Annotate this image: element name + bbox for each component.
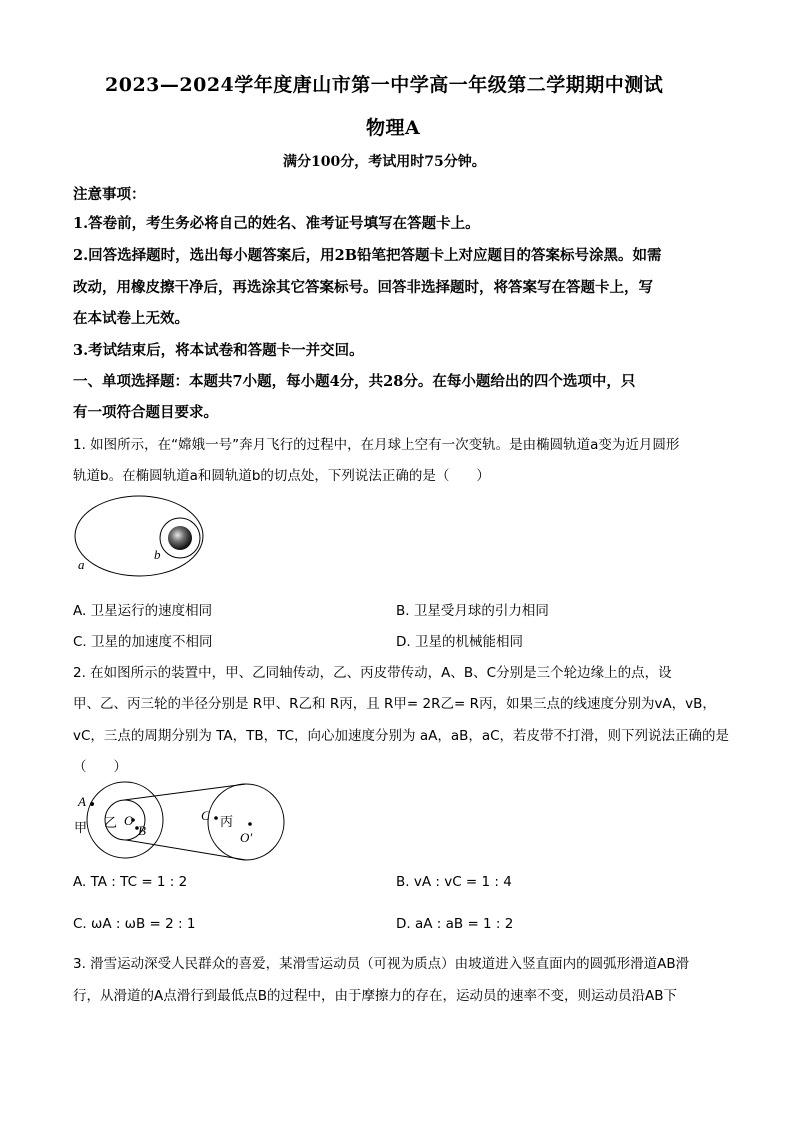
label-O-prime: O′ — [240, 830, 253, 845]
q2-stem-line-3: vC，三点的周期分别为 TA，TB，TC，向心加速度分别为 aA，aB，aC，若皮带不打滑，则下列说法正确的是 — [73, 728, 730, 744]
q2-stem-line-4: （ ） — [73, 759, 127, 775]
q3-stem-line-2: 行，从滑道的A点滑行到最低点B的过程中，由于摩擦力的存在，运动员的速率不变，则运动员沿AB下 — [73, 988, 677, 1004]
score-note: 满分100分，考试用时75分钟。 — [283, 154, 486, 170]
q1-option-d: D. 卫星的机械能相同 — [396, 634, 523, 650]
q3-stem-line-1: 3. 滑雪运动深受人民群众的喜爱，某滑雪运动员（可视为质点）由坡道进入竖直面内的圆弧形滑道AB滑 — [73, 956, 690, 972]
point-c — [214, 816, 218, 820]
section-1-heading-line-2: 有一项符合题目要求。 — [73, 404, 218, 421]
page-title: 2023—2024学年度唐山市第一中学高一年级第二学期期中测试 — [105, 74, 664, 96]
notes-item-2-line-3: 在本试卷上无效。 — [73, 310, 189, 327]
label-jia: 甲 — [74, 820, 88, 835]
q2-option-d: D. aA : aB = 1 : 2 — [396, 916, 514, 932]
notes-item-2-line-1: 2.回答选择题时，选出每小题答案后，用2B铅笔把答题卡上对应题目的答案标号涂黑。如需 — [73, 247, 662, 264]
q2-pulley-figure — [70, 780, 290, 862]
q1-option-b: B. 卫星受月球的引力相同 — [396, 603, 549, 619]
label-b: b — [154, 547, 161, 562]
page-subtitle: 物理A — [366, 117, 421, 139]
point-a — [90, 802, 94, 806]
q1-option-a: A. 卫星运行的速度相同 — [73, 603, 213, 619]
q2-option-a: A. TA : TC = 1 : 2 — [73, 874, 188, 890]
center-o-prime — [248, 822, 252, 826]
notes-item-1: 1.答卷前，考生务必将自己的姓名、准考证号填写在答题卡上。 — [73, 215, 480, 232]
q1-stem-line-1: 1. 如图所示，在“嫦娥一号”奔月飞行的过程中，在月球上空有一次变轨。是由椭圆轨道a变为近月圆形 — [73, 437, 680, 453]
notes-item-3: 3.考试结束后，将本试卷和答题卡一并交回。 — [73, 342, 364, 359]
label-C: C — [201, 808, 210, 823]
notes-item-2-line-2: 改动，用橡皮擦干净后，再选涂其它答案标号。回答非选择题时，将答案写在答题卡上，写 — [73, 279, 653, 296]
q1-option-c: C. 卫星的加速度不相同 — [73, 634, 213, 650]
label-a: a — [78, 557, 85, 572]
belt-bottom — [126, 840, 246, 860]
label-yi: 乙 — [104, 815, 118, 830]
section-1-heading-line-1: 一、单项选择题：本题共7小题，每小题4分，共28分。在每小题给出的四个选项中，只 — [73, 373, 636, 390]
q2-option-b: B. vA : vC = 1 : 4 — [396, 874, 512, 890]
q1-stem-line-2: 轨道b。在椭圆轨道a和圆轨道b的切点处，下列说法正确的是（ ） — [73, 468, 490, 484]
q2-stem-line-2: 甲、乙、丙三轮的半径分别是 R甲、R乙和 R丙，且 R甲= 2R乙= R丙，如果三点的线速度分别为vA，vB， — [73, 696, 716, 712]
q2-option-c: C. ωA : ωB = 2 : 1 — [73, 916, 196, 932]
notes-heading: 注意事项： — [73, 186, 146, 203]
moon-icon — [168, 526, 192, 550]
label-O: O — [124, 813, 134, 828]
label-B: B — [138, 823, 146, 838]
label-bing: 丙 — [220, 814, 234, 829]
q1-orbit-figure — [70, 490, 220, 580]
label-A: A — [78, 794, 86, 809]
q2-stem-line-1: 2. 在如图所示的装置中，甲、乙同轴传动，乙、丙皮带传动，A、B、C分别是三个轮边缘上的点，设 — [73, 665, 672, 681]
